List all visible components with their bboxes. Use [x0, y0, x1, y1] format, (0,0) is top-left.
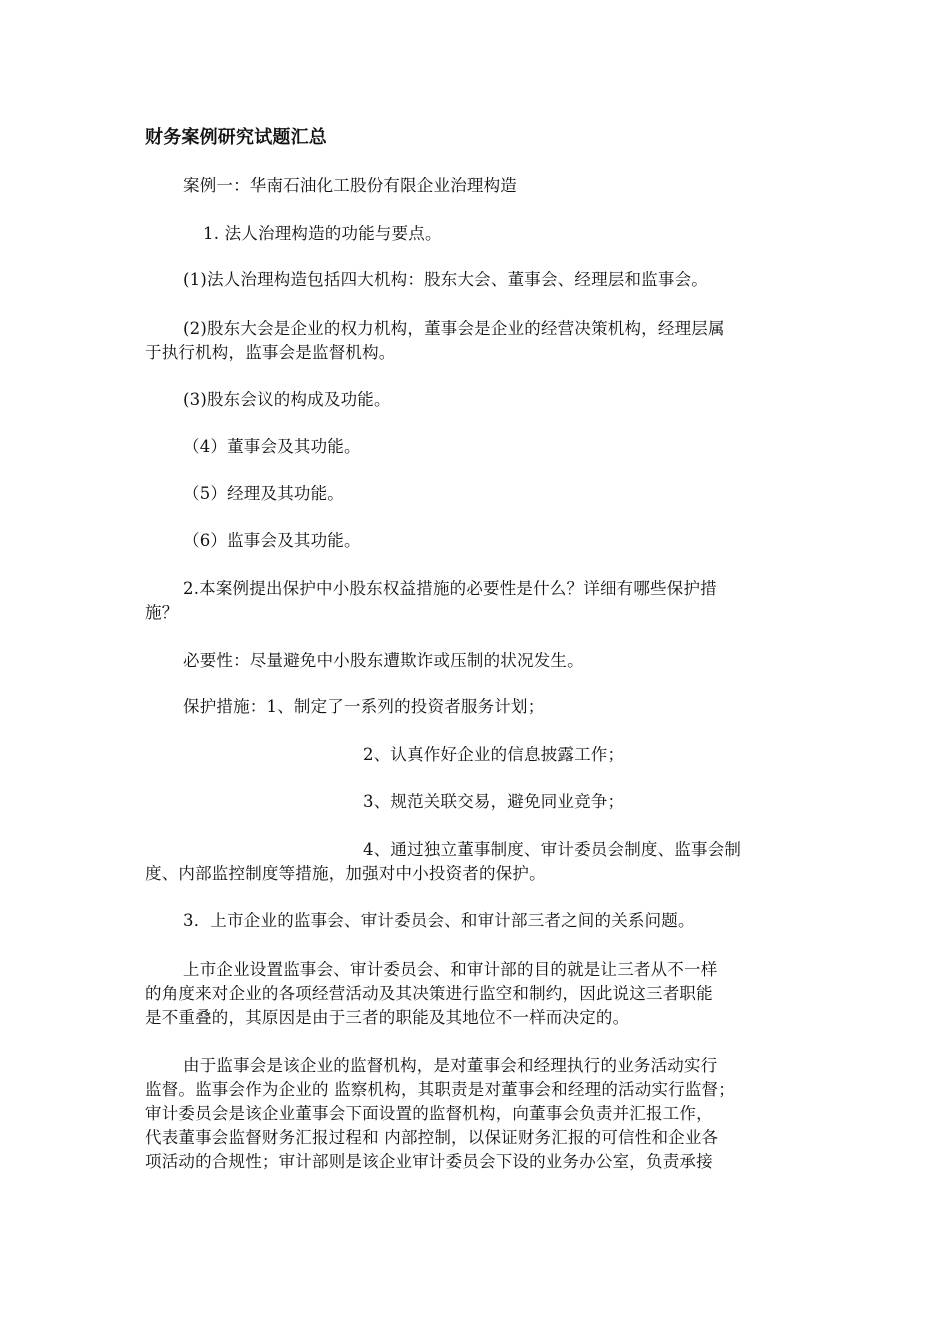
- question-2-heading-line-2: 施？: [145, 603, 179, 622]
- q3-paragraph-1-line-1: 上市企业设置监事会、审计委员会、和审计部的目的就是让三者从不一样: [183, 960, 718, 979]
- q1-paragraph-3: (3)股东会议的构成及功能。: [183, 390, 391, 409]
- q3-paragraph-2-line-2: 监督。监事会作为企业的 监察机构，其职责是对董事会和经理的活动实行监督；: [145, 1080, 735, 1099]
- q3-paragraph-2-line-4: 代表董事会监督财务汇报过程和 内部控制，以保证财务汇报的可信性和企业各: [145, 1128, 719, 1147]
- case-heading: 案例一：华南石油化工股份有限企业治理构造: [183, 176, 517, 195]
- q2-measure-4-line-2: 度、内部监控制度等措施，加强对中小投资者的保护。: [145, 864, 546, 883]
- q2-measure-4-line-1: 4、通过独立董事制度、审计委员会制度、监事会制: [363, 840, 742, 859]
- page-title: 财务案例研究试题汇总: [145, 127, 327, 148]
- q3-paragraph-2-line-3: 审计委员会是该企业董事会下面设置的监督机构，向董事会负责并汇报工作，: [145, 1104, 713, 1123]
- q3-paragraph-2-line-1: 由于监事会是该企业的监督机构，是对董事会和经理执行的业务活动实行: [183, 1056, 718, 1075]
- q3-paragraph-1-line-2: 的角度来对企业的各项经营活动及其决策进行监空和制约，因此说这三者职能: [145, 984, 713, 1003]
- q2-measure-3: 3、规范关联交易，避免同业竞争；: [363, 792, 625, 811]
- q1-paragraph-1: (1)法人治理构造包括四大机构：股东大会、董事会、经理层和监事会。: [183, 270, 708, 289]
- question-3-heading: 3．上市企业的监事会、审计委员会、和审计部三者之间的关系问题。: [183, 911, 695, 930]
- q1-paragraph-6: （6）监事会及其功能。: [183, 531, 361, 550]
- q1-paragraph-2-line-1: (2)股东大会是企业的权力机构，董事会是企业的经营决策机构，经理层属: [183, 319, 725, 338]
- q3-paragraph-1-line-3: 是不重叠的，其原因是由于三者的职能及其地位不一样而决定的。: [145, 1008, 630, 1027]
- q2-measures-lead: 保护措施：1、制定了一系列的投资者服务计划；: [183, 697, 545, 716]
- q3-paragraph-2-line-5: 项活动的合规性；审计部则是该企业审计委员会下设的业务办公室，负责承接: [145, 1152, 713, 1171]
- q1-paragraph-4: （4）董事会及其功能。: [183, 437, 361, 456]
- q2-measure-2: 2、认真作好企业的信息披露工作；: [363, 745, 625, 764]
- q1-paragraph-5: （5）经理及其功能。: [183, 484, 344, 503]
- q2-necessity: 必要性：尽量避免中小股东遭欺诈或压制的状况发生。: [183, 651, 584, 670]
- question-2-heading-line-1: 2.本案例提出保护中小股东权益措施的必要性是什么？详细有哪些保护措: [183, 579, 717, 598]
- question-1-heading: 1. 法人治理构造的功能与要点。: [203, 224, 442, 243]
- q1-paragraph-2-line-2: 于执行机构，监事会是监督机构。: [145, 343, 396, 362]
